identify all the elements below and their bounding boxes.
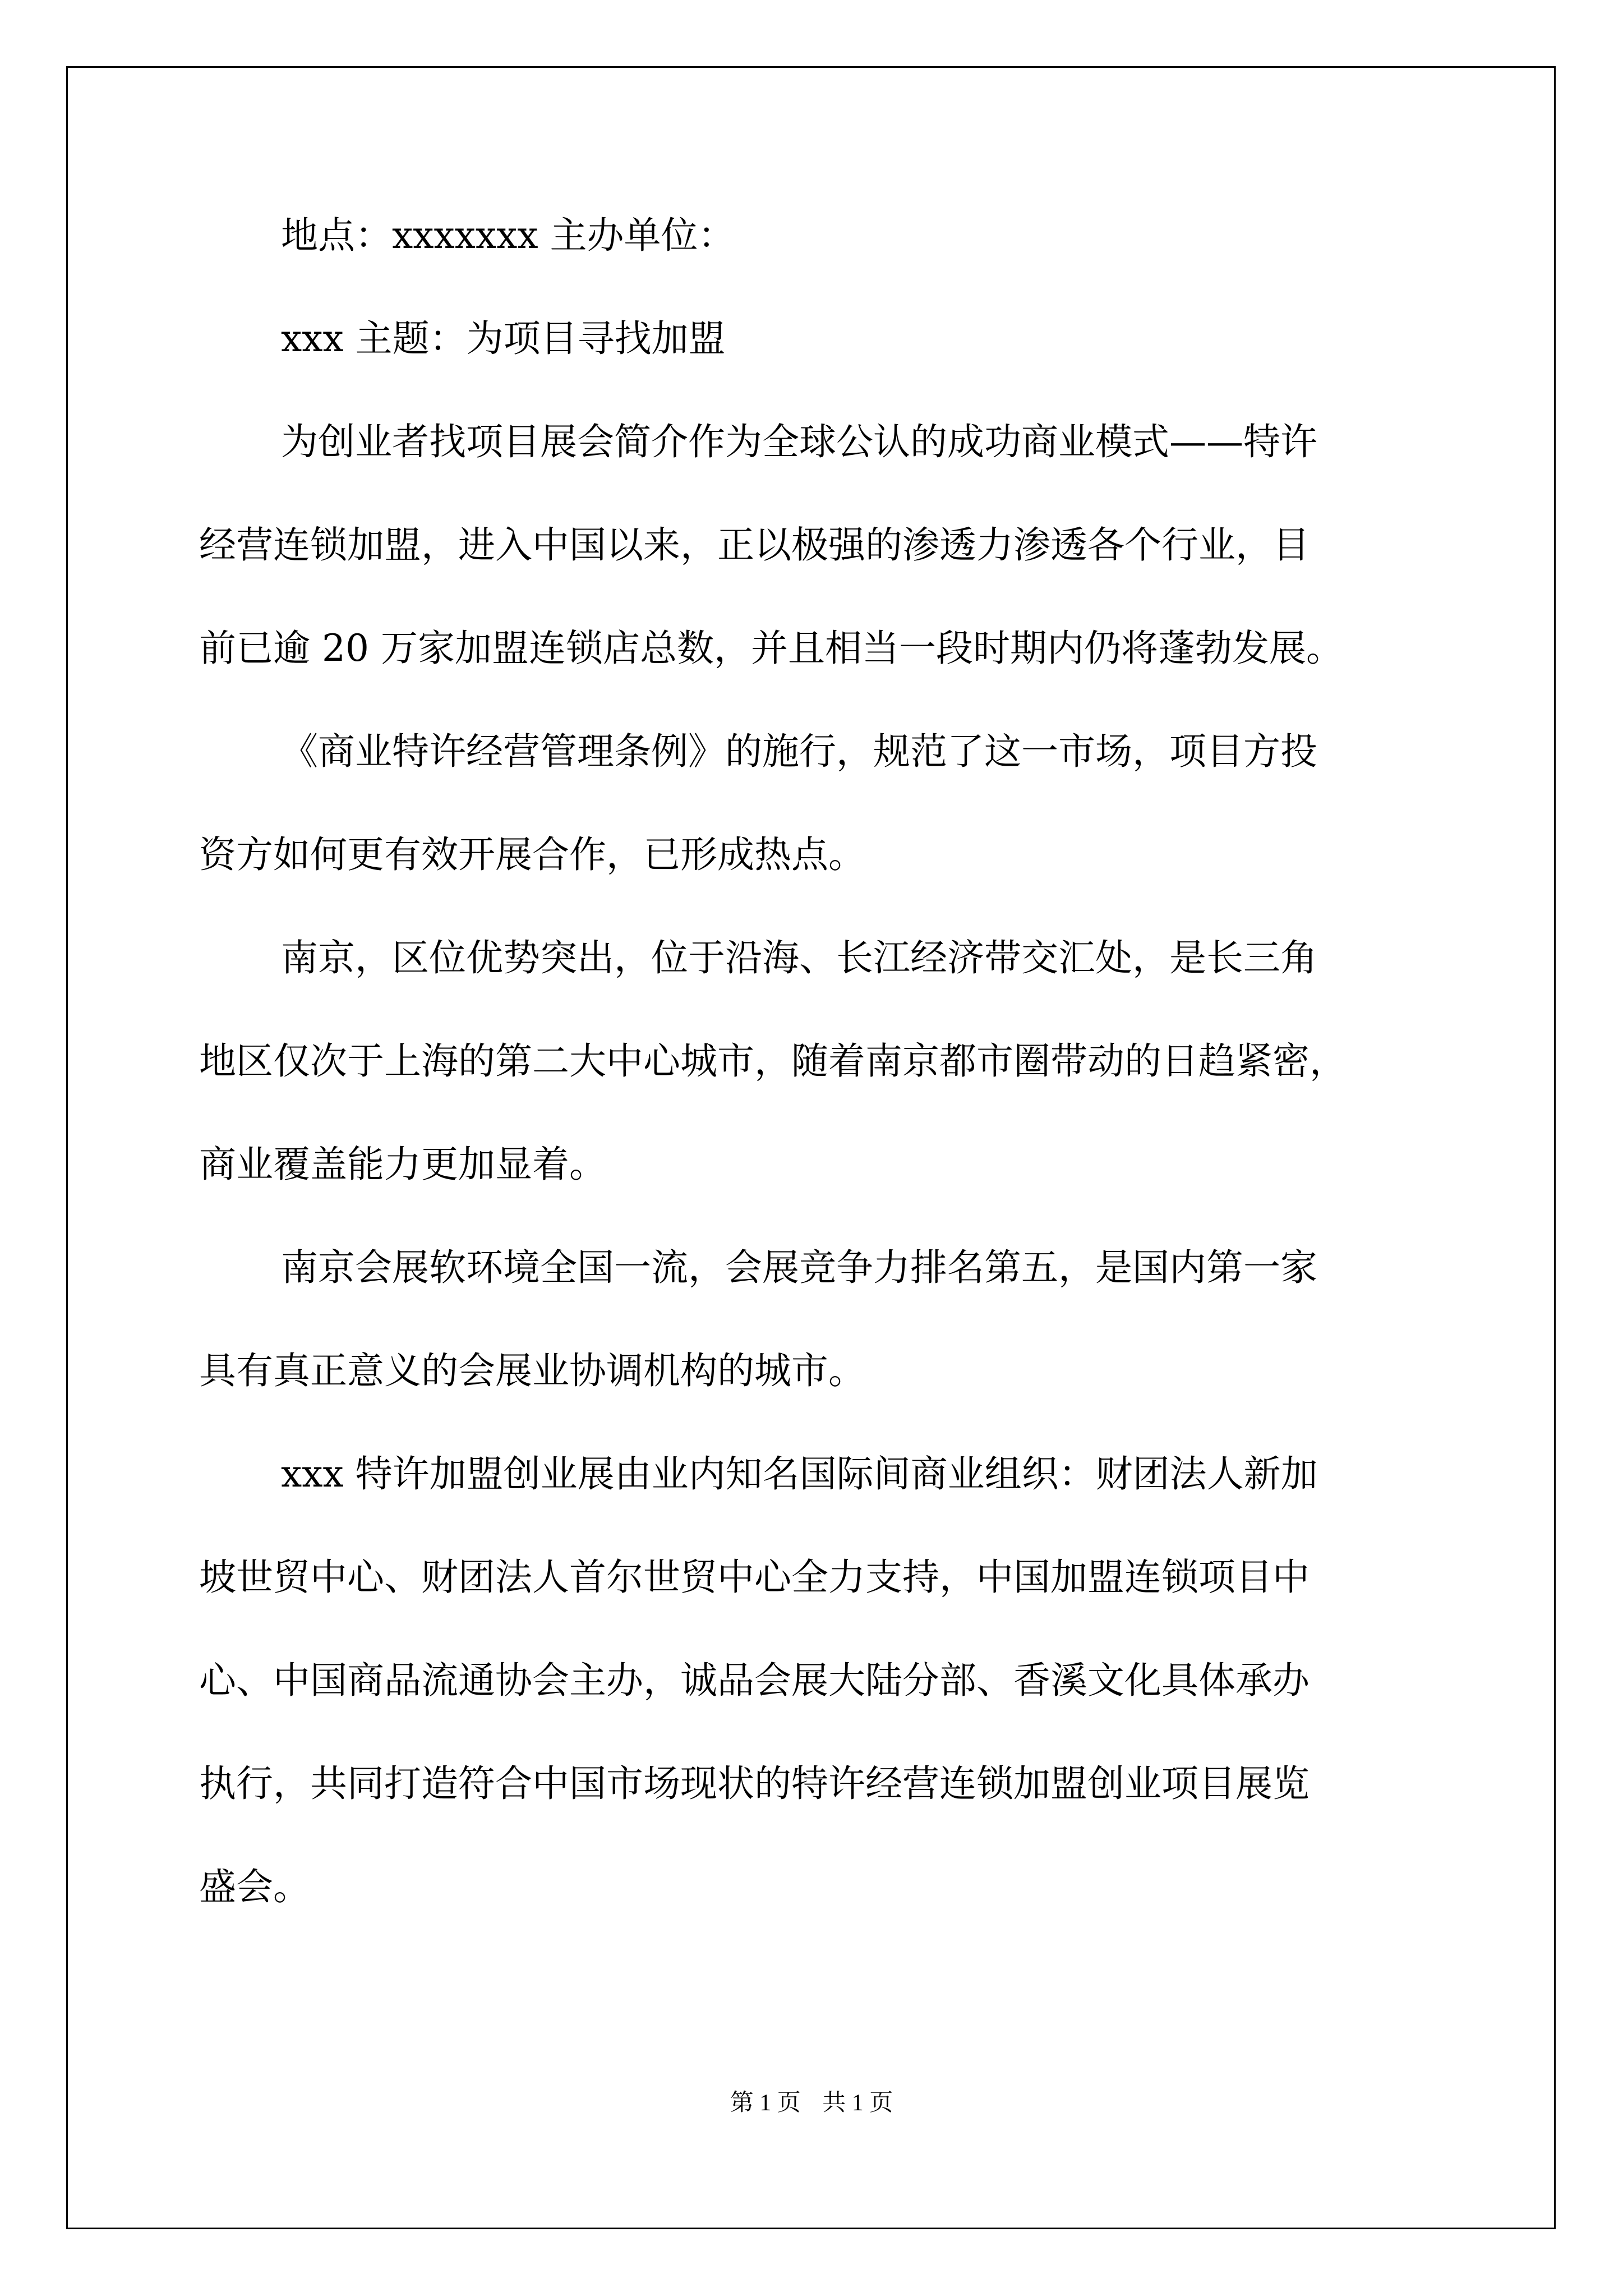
text-line: 盛会。 (199, 1865, 310, 1908)
page-number-current: 第 1 页 (730, 2090, 801, 2116)
text-line: 地点：xxxxxxx 主办单位： (281, 214, 735, 257)
text-line: 心、中国商品流通协会主办，诚品会展大陆分部、香溪文化具体承办 (199, 1659, 1310, 1702)
page-number-total: 共 1 页 (822, 2090, 893, 2116)
text-line: 商业覆盖能力更加显着。 (199, 1143, 606, 1186)
text-line: 经营连锁加盟，进入中国以来，正以极强的渗透力渗透各个行业，目 (199, 523, 1310, 567)
text-line: 地区仅次于上海的第二大中心城市，随着南京都市圈带动的日趋紧密， (199, 1039, 1347, 1083)
text-line: xxx 特许加盟创业展由业内知名国际间商业组织：财团法人新加 (281, 1452, 1318, 1496)
text-line: xxx 主题：为项目寻找加盟 (281, 317, 726, 360)
text-line: 坡世贸中心、财团法人首尔世贸中心全力支持，中国加盟连锁项目中 (199, 1556, 1310, 1599)
text-line: 执行，共同打造符合中国市场现状的特许经营连锁加盟创业项目展览 (199, 1762, 1310, 1805)
text-line: 《商业特许经营管理条例》的施行，规范了这一市场，项目方投 (281, 730, 1317, 773)
text-line: 南京，区位优势突出，位于沿海、长江经济带交汇处，是长三角 (281, 936, 1317, 979)
text-line: 具有真正意义的会展业协调机构的城市。 (199, 1349, 865, 1392)
text-line: 为创业者找项目展会简介作为全球公认的成功商业模式——特许 (281, 420, 1317, 463)
text-line: 资方如何更有效开展合作，已形成热点。 (199, 833, 865, 876)
page-footer (0, 2089, 1623, 2117)
text-line: 南京会展软环境全国一流，会展竞争力排名第五，是国内第一家 (281, 1246, 1317, 1289)
text-line: 前已逾 20 万家加盟连锁店总数，并且相当一段时期内仍将蓬勃发展。 (199, 627, 1343, 670)
